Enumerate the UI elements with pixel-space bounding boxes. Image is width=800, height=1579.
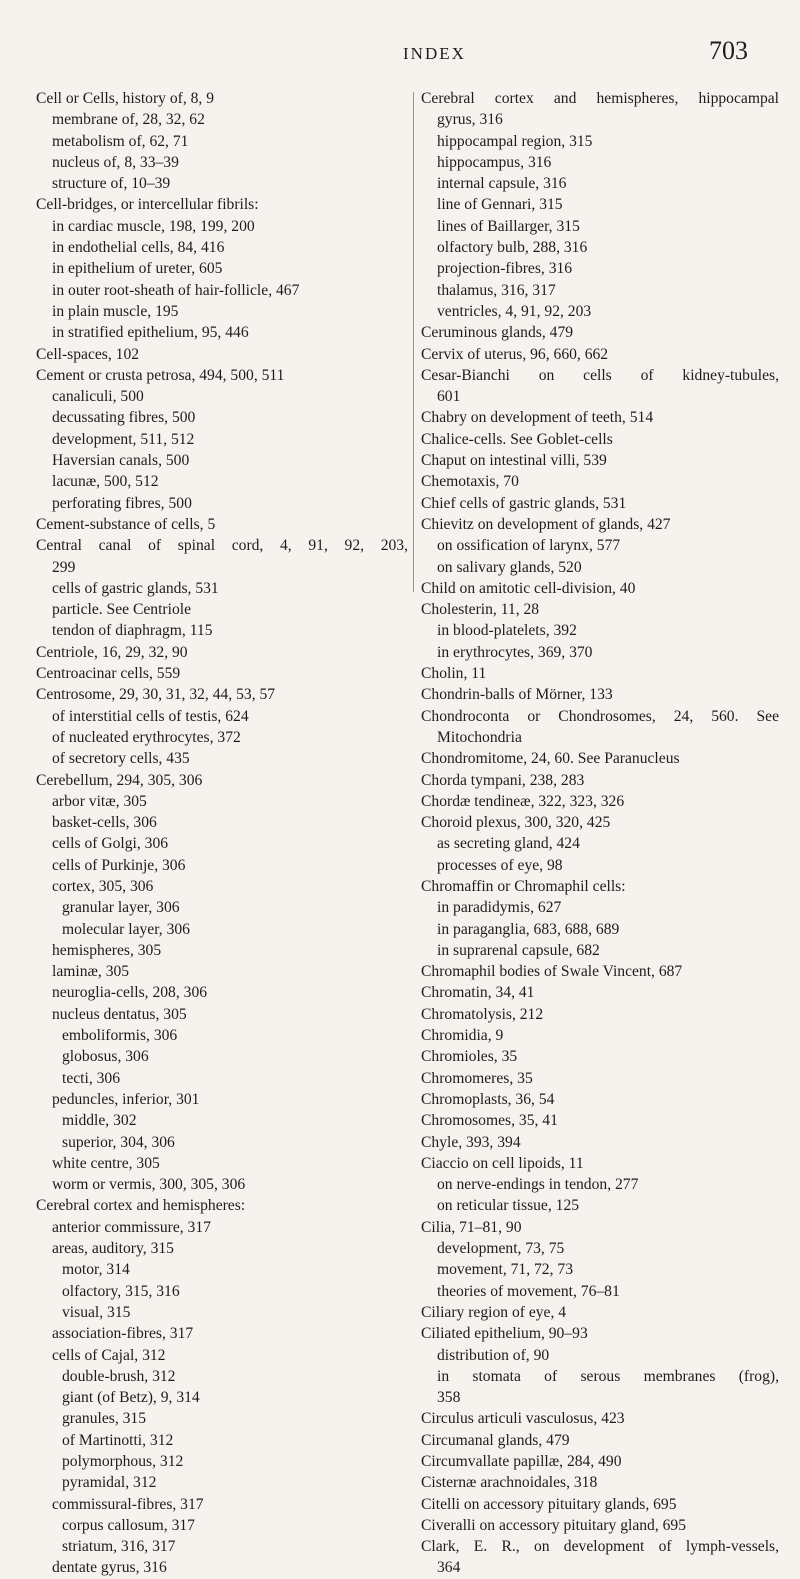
- column-divider: [413, 92, 414, 592]
- index-subentry: metabolism of, 62, 71: [52, 132, 189, 150]
- index-entry: Ciliary region of eye, 4: [421, 1303, 567, 1321]
- index-subentry: giant (of Betz), 9, 314: [62, 1389, 200, 1407]
- index-subentry: decussating fibres, 500: [52, 409, 196, 427]
- index-entry: Cervix of uterus, 96, 660, 662: [421, 345, 609, 363]
- index-subentry: Mitochondria: [437, 728, 522, 746]
- index-subentry: pyramidal, 312: [62, 1474, 157, 1492]
- index-subentry: nucleus dentatus, 305: [52, 1005, 187, 1023]
- index-subentry: superior, 304, 306: [62, 1133, 175, 1151]
- index-subentry: basket-cells, 306: [52, 814, 157, 832]
- index-subentry: double-brush, 312: [62, 1367, 176, 1385]
- index-subentry: development, 73, 75: [437, 1240, 565, 1258]
- index-subentry: hippocampal region, 315: [437, 132, 593, 150]
- index-subentry: polymorphous, 312: [62, 1453, 184, 1470]
- index-entry: Civeralli on accessory pituitary gland, 695: [421, 1516, 687, 1534]
- index-entry: Central canal of spinal cord, 4, 91, 92, 203,: [36, 537, 408, 555]
- index-entry: Ciliated epithelium, 90–93: [421, 1325, 588, 1343]
- index-subentry: white centre, 305: [52, 1154, 160, 1172]
- index-entry: Child on amitotic cell-division, 40: [421, 579, 636, 597]
- index-column-right: [421, 88, 779, 1579]
- index-subentry: 601: [437, 388, 461, 406]
- index-subentry: lacunæ, 500, 512: [52, 473, 159, 491]
- index-entry: Cholin, 11: [421, 665, 487, 683]
- index-entry: Chromioles, 35: [421, 1048, 518, 1066]
- index-entry: Chromaphil bodies of Swale Vincent, 687: [421, 963, 683, 981]
- index-subentry: as secreting gland, 424: [437, 835, 580, 853]
- index-subentry: of interstitial cells of testis, 624: [52, 707, 249, 725]
- index-column-left: [36, 88, 408, 1579]
- index-subentry: tendon of diaphragm, 115: [52, 622, 213, 640]
- index-subentry: emboliformis, 306: [62, 1027, 178, 1045]
- index-subentry: on salivary glands, 520: [437, 558, 582, 576]
- index-subentry: theories of movement, 76–81: [437, 1282, 620, 1300]
- index-subentry: cells of Golgi, 306: [52, 835, 169, 853]
- index-entry: Cement-substance of cells, 5: [36, 515, 216, 533]
- index-entry: Cesar-Bianchi on cells of kidney-tubules,: [421, 366, 779, 384]
- index-entry: Chondromitome, 24, 60. See Paranucleus: [421, 750, 680, 768]
- index-subentry: olfactory, 315, 316: [62, 1282, 180, 1300]
- index-entry: Cilia, 71–81, 90: [421, 1218, 522, 1236]
- index-subentry: movement, 71, 72, 73: [437, 1261, 573, 1279]
- index-entry: Chievitz on development of glands, 427: [421, 515, 671, 533]
- index-entry: Chromomeres, 35: [421, 1069, 533, 1087]
- index-subentry: in stomata of serous membranes (frog),: [437, 1367, 779, 1385]
- index-subentry: in blood-platelets, 392: [437, 622, 577, 640]
- index-entry: Chromatolysis, 212: [421, 1005, 544, 1023]
- page-header: [0, 22, 800, 65]
- index-entry: Cement or crusta petrosa, 494, 500, 511: [36, 366, 285, 384]
- index-subentry: in suprarenal capsule, 682: [437, 941, 600, 959]
- index-entry: Cisternæ arachnoidales, 318: [421, 1474, 598, 1492]
- index-subentry: cells of Purkinje, 306: [52, 856, 186, 874]
- index-subentry: hemispheres, 305: [52, 941, 162, 959]
- index-subentry: particle. See Centriole: [52, 601, 191, 619]
- index-entry: Centroacinar cells, 559: [36, 665, 181, 683]
- index-subentry: middle, 302: [62, 1112, 137, 1130]
- index-subentry: of secretory cells, 435: [52, 750, 190, 768]
- index-subentry: in plain muscle, 195: [52, 302, 179, 320]
- index-subentry: gyrus, 316: [437, 111, 503, 129]
- index-subentry: motor, 314: [62, 1261, 130, 1279]
- index-entry: Chromoplasts, 36, 54: [421, 1090, 555, 1108]
- index-subentry: visual, 315: [62, 1303, 131, 1321]
- index-entry: Chorda tympani, 238, 283: [421, 771, 585, 789]
- index-entry: Chromosomes, 35, 41: [421, 1112, 558, 1130]
- index-subentry: corpus callosum, 317: [62, 1516, 195, 1534]
- index-subentry: granular layer, 306: [62, 899, 180, 917]
- index-entry: Chondroconta or Chondrosomes, 24, 560. See: [421, 707, 779, 725]
- index-subentry: hippocampus, 316: [437, 153, 552, 171]
- index-subentry: in endothelial cells, 84, 416: [52, 239, 225, 257]
- index-entry: Chondrin-balls of Mörner, 133: [421, 686, 613, 704]
- index-subentry: cells of Cajal, 312: [52, 1346, 166, 1364]
- index-entry: Circumvallate papillæ, 284, 490: [421, 1453, 622, 1470]
- index-subentry: ventricles, 4, 91, 92, 203: [437, 302, 592, 320]
- index-subentry: dentate gyrus, 316: [52, 1559, 167, 1577]
- index-subentry: processes of eye, 98: [437, 856, 563, 874]
- index-entry: Chemotaxis, 70: [421, 473, 519, 491]
- index-subentry: olfactory bulb, 288, 316: [437, 239, 588, 257]
- index-subentry: 364: [437, 1559, 461, 1577]
- index-entry: Chromidia, 9: [421, 1027, 504, 1045]
- index-subentry: 299: [52, 558, 76, 576]
- index-entry: Centriole, 16, 29, 32, 90: [36, 643, 188, 661]
- index-subentry: projection-fibres, 316: [437, 260, 573, 278]
- index-subentry: distribution of, 90: [437, 1346, 550, 1364]
- index-entry: Chaput on intestinal villi, 539: [421, 452, 607, 470]
- index-subentry: arbor vitæ, 305: [52, 792, 147, 810]
- index-entry: Chordæ tendineæ, 322, 323, 326: [421, 792, 625, 810]
- index-entry: Cell-spaces, 102: [36, 345, 140, 363]
- index-subentry: on ossification of larynx, 577: [437, 537, 621, 555]
- index-subentry: on nerve-endings in tendon, 277: [437, 1176, 639, 1194]
- index-entry: Clark, E. R., on development of lymph-vessels,: [421, 1538, 779, 1556]
- index-entry: Chalice-cells. See Goblet-cells: [421, 430, 613, 448]
- index-subentry: nucleus of, 8, 33–39: [52, 153, 179, 171]
- index-subentry: in paradidymis, 627: [437, 899, 562, 917]
- index-entry: Citelli on accessory pituitary glands, 695: [421, 1495, 677, 1513]
- index-subentry: perforating fibres, 500: [52, 494, 192, 512]
- index-subentry: canaliculi, 500: [52, 388, 144, 406]
- index-subentry: granules, 315: [62, 1410, 147, 1428]
- index-subentry: internal capsule, 316: [437, 175, 567, 193]
- index-entry: Chromaffin or Chromaphil cells:: [421, 877, 626, 895]
- index-entry: Chabry on development of teeth, 514: [421, 409, 654, 427]
- index-subentry: areas, auditory, 315: [52, 1240, 174, 1258]
- index-subentry: of Martinotti, 312: [62, 1431, 174, 1449]
- index-entry: Cerebellum, 294, 305, 306: [36, 771, 203, 789]
- index-subentry: in stratified epithelium, 95, 446: [52, 324, 249, 342]
- index-subentry: neuroglia-cells, 208, 306: [52, 984, 208, 1002]
- index-entry: Cell-bridges, or intercellular fibrils:: [36, 196, 259, 214]
- index-entry: Choroid plexus, 300, 320, 425: [421, 814, 611, 832]
- index-subentry: striatum, 316, 317: [62, 1538, 176, 1556]
- index-entry: Circulus articuli vasculosus, 423: [421, 1410, 625, 1428]
- index-subentry: development, 511, 512: [52, 430, 195, 448]
- index-subentry: Haversian canals, 500: [52, 452, 190, 470]
- index-subentry: thalamus, 316, 317: [437, 281, 556, 299]
- page-number: 703: [709, 36, 748, 65]
- index-entry: Centrosome, 29, 30, 31, 32, 44, 53, 57: [36, 686, 276, 704]
- running-title: INDEX: [403, 44, 466, 63]
- index-subentry: globosus, 306: [62, 1048, 149, 1066]
- index-subentry: line of Gennari, 315: [437, 196, 563, 214]
- index-subentry: cells of gastric glands, 531: [52, 579, 219, 597]
- index-entry: Chromatin, 34, 41: [421, 984, 535, 1002]
- index-subentry: 358: [437, 1389, 461, 1407]
- index-entry: Ciaccio on cell lipoids, 11: [421, 1154, 584, 1172]
- index-subentry: lines of Baillarger, 315: [437, 217, 580, 235]
- index-subentry: in epithelium of ureter, 605: [52, 260, 223, 278]
- index-subentry: on reticular tissue, 125: [437, 1197, 580, 1215]
- index-subentry: membrane of, 28, 32, 62: [52, 111, 205, 129]
- index-subentry: structure of, 10–39: [52, 175, 171, 193]
- index-entry: Cerebral cortex and hemispheres, hippocampal: [421, 90, 779, 107]
- index-subentry: worm or vermis, 300, 305, 306: [52, 1176, 246, 1194]
- index-subentry: peduncles, inferior, 301: [52, 1090, 200, 1108]
- index-subentry: laminæ, 305: [52, 963, 130, 981]
- index-subentry: anterior commissure, 317: [52, 1218, 211, 1236]
- index-subentry: in erythrocytes, 369, 370: [437, 643, 593, 661]
- index-subentry: tecti, 306: [62, 1069, 121, 1087]
- index-entry: Cholesterin, 11, 28: [421, 601, 540, 619]
- index-entry: Cerebral cortex and hemispheres:: [36, 1197, 246, 1215]
- index-subentry: association-fibres, 317: [52, 1325, 194, 1343]
- index-subentry: cortex, 305, 306: [52, 877, 154, 895]
- index-subentry: in outer root-sheath of hair-follicle, 467: [52, 281, 300, 299]
- index-subentry: of nucleated erythrocytes, 372: [52, 728, 241, 746]
- index-subentry: commissural-fibres, 317: [52, 1495, 204, 1513]
- index-entry: Ceruminous glands, 479: [421, 324, 574, 342]
- index-subentry: in cardiac muscle, 198, 199, 200: [52, 217, 255, 235]
- index-entry: Circumanal glands, 479: [421, 1431, 570, 1449]
- index-entry: Chyle, 393, 394: [421, 1133, 521, 1151]
- index-subentry: in paraganglia, 683, 688, 689: [437, 920, 620, 938]
- index-entry: Chief cells of gastric glands, 531: [421, 494, 627, 512]
- index-subentry: molecular layer, 306: [62, 920, 190, 938]
- index-entry: Cell or Cells, history of, 8, 9: [36, 90, 215, 107]
